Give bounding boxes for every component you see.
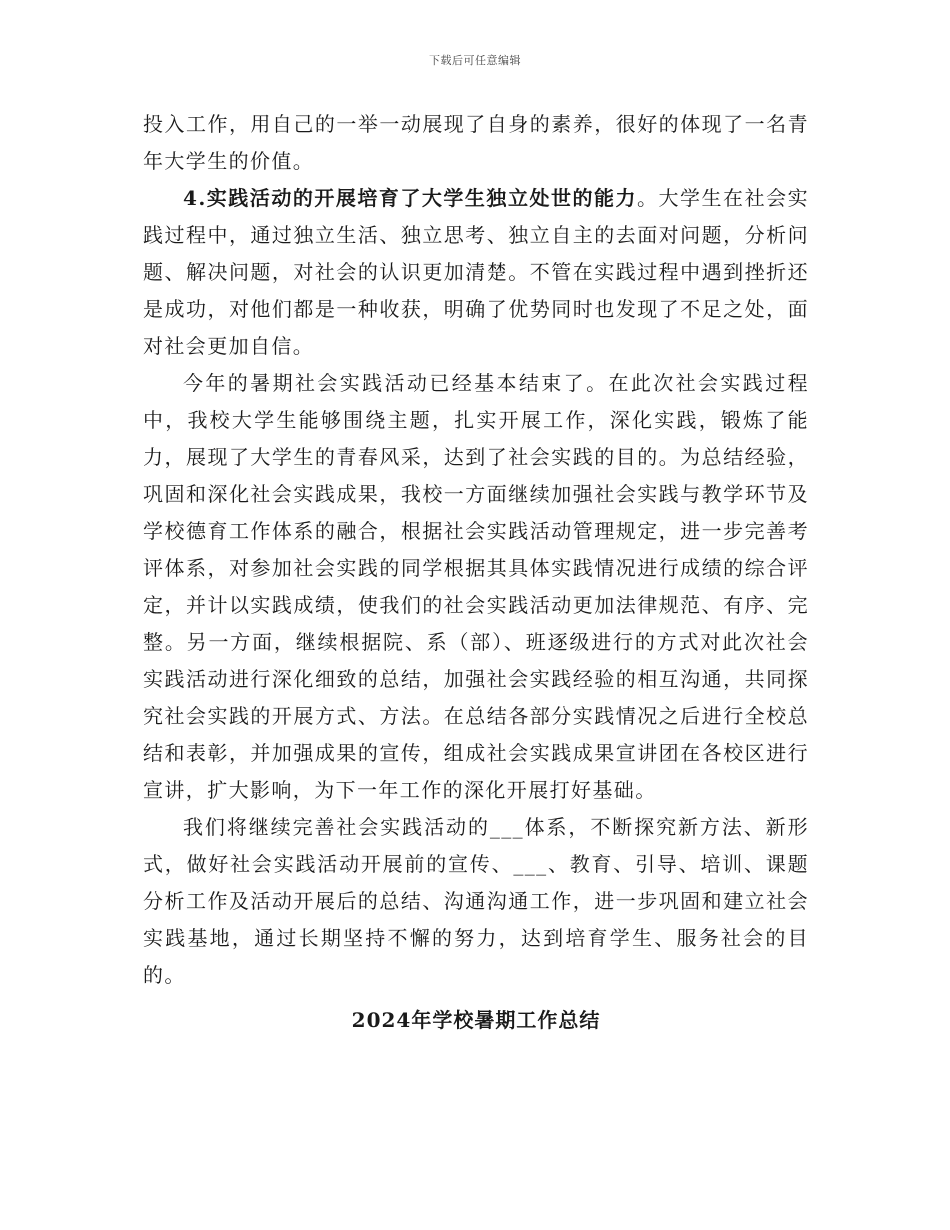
paragraph-summary: 今年的暑期社会实践活动已经基本结束了。在此次社会实践过程中，我校大学生能够围绕主题，扎实开展工作，深化实践，锻炼了能力，展现了大学生的青春风采，达到了社会实践的目的。为总结经验，巩固和深化社会实践成果，我校一方面继续加强社会实践与教学环节及学校德育工作体系的融合，根据社会实践活动管理规定，进一步完善考评体系，对参加社会实践的同学根据其具体实践情况进行成绩的综合评定，并计以实践成绩，使我们的社会实践活动更加法律规范、有序、完整。另一方面，继续根据院、系（部）、班逐级进行的方式对此次社会实践活动进行深化细致的总结，加强社会实践经验的相互沟通，共同探究社会实践的开展方式、方法。在总结各部分实践情况之后进行全校总结和表彰，并加强成果的宣传，组成社会实践成果宣讲团在各校区进行宣讲，扩大影响，为下一年工作的深化开展打好基础。 — [143, 371, 809, 802]
section-title: 2024年学校暑期工作总结 — [351, 1008, 601, 1032]
page-header-note: 下载后可任意编辑 — [429, 54, 521, 67]
paragraph-practice-ability — [143, 180, 809, 365]
paragraph-outlook: 我们将继续完善社会实践活动的___体系，不断探究新方法、新形式，做好社会实践活动开展前的宣传、___、教育、引导、培训、课题分析工作及活动开展后的总结、沟通沟通工作，进一步巩固和建立社会实践基地，通过长期坚持不懈的努力，达到培育学生、服务社会的目的。 — [143, 815, 809, 987]
paragraph-continuation: 投入工作，用自己的一举一动展现了自身的素养，很好的体现了一名青年大学生的价值。 — [143, 112, 809, 173]
document-body — [143, 106, 809, 1039]
paragraph-heading-bold: 4.实践活动的开展培育了大学生独立处世的能力 — [183, 186, 638, 210]
paragraph-body-text: 。大学生在社会实践过程中，通过独立生活、独立思考、独立自主的去面对问题，分析问题、解决问题，对社会的认识更加清楚。不管在实践过程中遇到挫折还是成功，对他们都是一种收获，明确了优势同时也发现了不足之处，面对社会更加自信。 — [143, 186, 809, 358]
